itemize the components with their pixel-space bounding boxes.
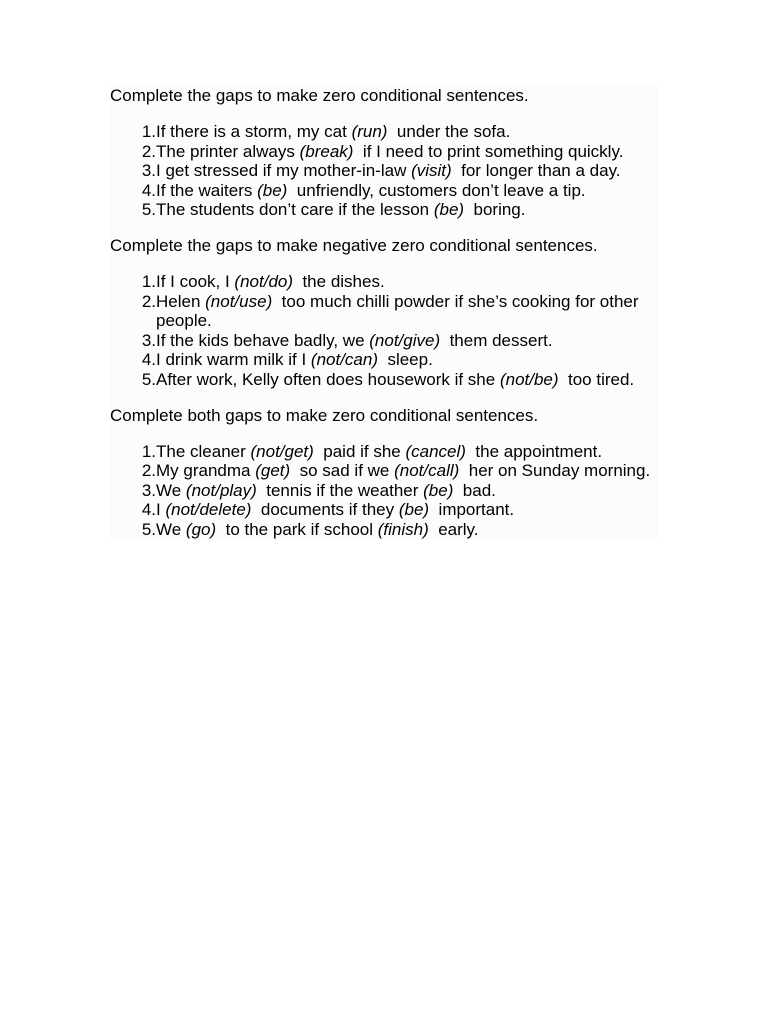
list-item xyxy=(110,181,658,201)
sentence-fragment: I drink warm milk if I xyxy=(156,350,311,370)
list-item xyxy=(110,292,658,331)
worksheet xyxy=(110,86,658,540)
verb-hint: (not/call) xyxy=(394,461,460,481)
item-number: 3. xyxy=(141,161,156,181)
item-number: 5. xyxy=(141,519,156,539)
item-number: 1. xyxy=(141,441,156,461)
sentence-fragment: tennis if the weather xyxy=(256,480,424,500)
sentence-fragment: the dishes. xyxy=(293,271,385,291)
list-item xyxy=(110,200,658,220)
verb-hint: (cancel) xyxy=(405,441,466,461)
sentence-fragment: unfriendly, customers don’t leave a tip. xyxy=(287,180,586,200)
item-number: 4. xyxy=(141,350,156,370)
list-item xyxy=(110,272,658,292)
verb-hint: (not/do) xyxy=(234,271,294,291)
sentence-fragment: so sad if we xyxy=(290,461,395,481)
sentence-fragment: important. xyxy=(429,500,515,520)
sentence-fragment: for longer than a day. xyxy=(451,161,621,181)
exercise-list xyxy=(110,272,658,390)
verb-hint: (be) xyxy=(433,200,465,220)
sentence-fragment: too much chilli powder if she’s cooking for other people. xyxy=(156,291,644,331)
verb-hint: (break) xyxy=(299,141,354,161)
item-text xyxy=(156,142,658,162)
list-item xyxy=(110,500,658,520)
item-number: 1. xyxy=(141,271,156,291)
list-item xyxy=(110,142,658,162)
sentence-fragment: under the sofa. xyxy=(387,122,511,141)
verb-hint: (be) xyxy=(257,180,288,200)
sentence-fragment: Helen xyxy=(156,291,206,311)
sentence-fragment: I xyxy=(156,500,166,520)
sentence-fragment: If the kids behave badly, we xyxy=(156,330,370,350)
list-item xyxy=(110,442,658,462)
verb-hint: (not/play) xyxy=(185,480,257,500)
list-item xyxy=(110,481,658,501)
item-number: 3. xyxy=(141,330,156,350)
sentence-fragment: her on Sunday morning. xyxy=(459,461,651,481)
list-item xyxy=(110,161,658,181)
sentence-fragment: We xyxy=(156,480,186,500)
verb-hint: (not/use) xyxy=(205,291,273,311)
verb-hint: (be) xyxy=(423,480,454,500)
item-number: 4. xyxy=(141,500,156,520)
sentence-fragment: if I need to print something quickly. xyxy=(353,141,624,161)
verb-hint: (not/get) xyxy=(250,441,314,461)
item-text xyxy=(156,370,658,390)
sentence-fragment: If there is a storm, my cat xyxy=(156,122,352,141)
list-item xyxy=(110,370,658,390)
exercise-sections xyxy=(110,86,658,540)
sentence-fragment: to the park if school xyxy=(216,519,378,539)
verb-hint: (not/delete) xyxy=(165,500,252,520)
verb-hint: (visit) xyxy=(411,161,452,181)
verb-hint: (go) xyxy=(185,519,217,539)
sentence-fragment: The students don’t care if the lesson xyxy=(156,200,434,220)
verb-hint: (finish) xyxy=(377,519,429,539)
item-text xyxy=(156,272,658,292)
item-text xyxy=(156,292,658,331)
sentence-fragment: paid if she xyxy=(313,441,406,461)
item-number: 5. xyxy=(141,200,156,220)
item-text xyxy=(156,161,658,181)
sentence-fragment: We xyxy=(156,519,186,539)
item-text xyxy=(156,200,658,220)
item-number: 2. xyxy=(141,461,156,481)
item-number: 4. xyxy=(141,180,156,200)
sentence-fragment: bad. xyxy=(453,480,496,500)
verb-hint: (be) xyxy=(398,500,430,520)
item-text xyxy=(156,181,658,201)
verb-hint: (get) xyxy=(255,461,291,481)
item-text xyxy=(156,500,658,520)
sentence-fragment: them dessert. xyxy=(440,330,553,350)
item-text xyxy=(156,442,658,462)
item-text xyxy=(156,481,658,501)
item-number: 2. xyxy=(141,141,156,161)
verb-hint: (not/can) xyxy=(310,350,378,370)
sentence-fragment: If I cook, I xyxy=(156,271,235,291)
sentence-fragment: boring. xyxy=(464,200,526,220)
list-item xyxy=(110,331,658,351)
sentence-fragment: sleep. xyxy=(378,350,433,370)
item-text xyxy=(156,520,658,540)
item-number: 2. xyxy=(141,291,156,311)
verb-hint: (not/be) xyxy=(499,369,559,389)
list-item xyxy=(110,350,658,370)
sentence-fragment: documents if they xyxy=(251,500,399,520)
sentence-fragment: After work, Kelly often does housework if she xyxy=(156,369,500,389)
sentence-fragment: too tired. xyxy=(558,369,635,389)
section-instruction: Complete the gaps to make negative zero conditional sentences. xyxy=(110,235,598,255)
item-text xyxy=(156,461,658,481)
exercise-list xyxy=(110,122,658,220)
item-number: 1. xyxy=(141,122,156,141)
section-instruction: Complete both gaps to make zero conditional sentences. xyxy=(110,405,539,425)
list-item xyxy=(110,122,658,142)
item-number: 5. xyxy=(141,369,156,389)
item-text xyxy=(156,331,658,351)
sentence-fragment: The printer always xyxy=(156,141,300,161)
sentence-fragment: early. xyxy=(428,519,479,539)
section-instruction: Complete the gaps to make zero conditional sentences. xyxy=(110,86,529,105)
sentence-fragment: The cleaner xyxy=(156,441,251,461)
item-number: 3. xyxy=(141,480,156,500)
verb-hint: (run) xyxy=(351,122,388,141)
sentence-fragment: the appointment. xyxy=(465,441,603,461)
sentence-fragment: I get stressed if my mother-in-law xyxy=(156,161,412,181)
list-item xyxy=(110,520,658,540)
sentence-fragment: If the waiters xyxy=(156,180,258,200)
sentence-fragment: My grandma xyxy=(156,461,256,481)
verb-hint: (not/give) xyxy=(369,330,441,350)
exercise-list xyxy=(110,442,658,540)
item-text xyxy=(156,350,658,370)
list-item xyxy=(110,461,658,481)
item-text xyxy=(156,122,658,142)
